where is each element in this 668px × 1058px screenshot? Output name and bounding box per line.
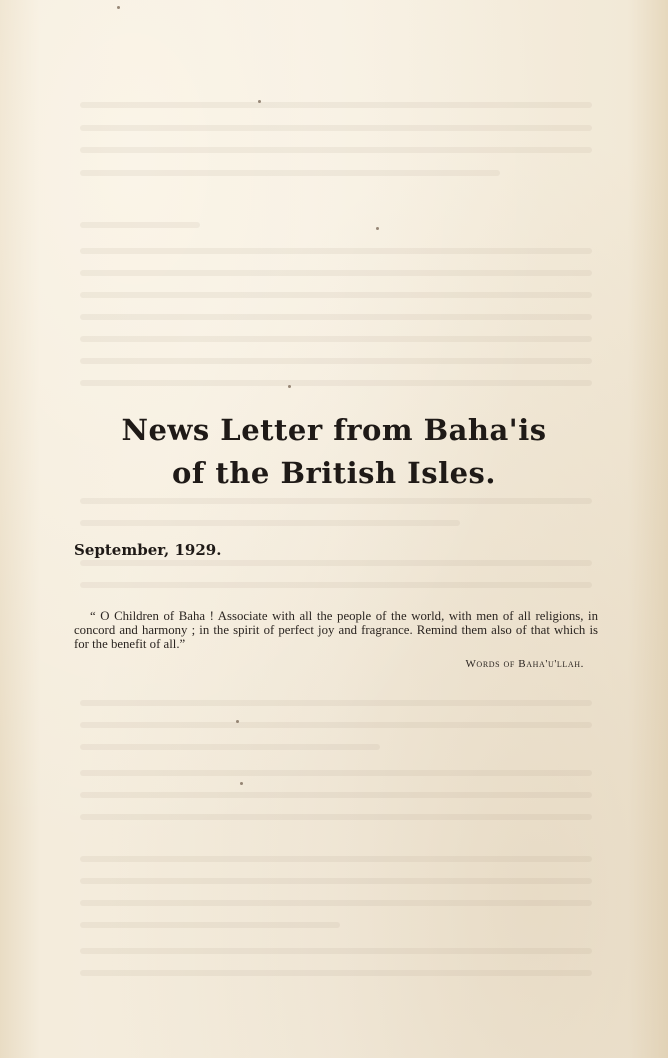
bleed-through-line bbox=[80, 147, 592, 153]
bleed-through-line bbox=[80, 744, 380, 750]
bleed-through-line bbox=[80, 814, 592, 820]
bleed-through-line bbox=[80, 770, 592, 776]
paper-speck bbox=[376, 227, 379, 230]
bleed-through-line bbox=[80, 336, 592, 342]
document-date: September, 1929. bbox=[74, 541, 222, 559]
bleed-through-line bbox=[80, 520, 460, 526]
bleed-through-line bbox=[80, 292, 592, 298]
bleed-through-line bbox=[80, 314, 592, 320]
epigraph-attribution: Words of Baha'u'llah. bbox=[465, 658, 584, 670]
bleed-through-line bbox=[80, 900, 592, 906]
epigraph-quote: “ O Children of Baha ! Associate with all the people of the world, with men of all religions, in concord and harmony ; in the spirit of perfect joy and fragrance. Remind them also of that which is for the benefit of all.” bbox=[74, 609, 598, 651]
bleed-through-line bbox=[80, 948, 592, 954]
paper-speck bbox=[240, 782, 243, 785]
bleed-through-line bbox=[80, 102, 592, 108]
paper-speck bbox=[288, 385, 291, 388]
bleed-through-line bbox=[80, 582, 592, 588]
bleed-through-line bbox=[80, 170, 500, 176]
bleed-through-line bbox=[80, 700, 592, 706]
bleed-through-line bbox=[80, 248, 592, 254]
bleed-through-line bbox=[80, 498, 592, 504]
bleed-through-line bbox=[80, 380, 592, 386]
bleed-through-line bbox=[80, 922, 340, 928]
bleed-through-line bbox=[80, 560, 592, 566]
bleed-through-line bbox=[80, 270, 592, 276]
document-title-line-1: News Letter from Baha'is bbox=[121, 413, 547, 447]
bleed-through-line bbox=[80, 970, 592, 976]
bleed-through-line bbox=[80, 792, 592, 798]
paper-speck bbox=[236, 720, 239, 723]
bleed-through-line bbox=[80, 358, 592, 364]
bleed-through-line bbox=[80, 856, 592, 862]
bleed-through-line bbox=[80, 125, 592, 131]
document-title-line-2: of the British Isles. bbox=[172, 456, 496, 490]
bleed-through-line bbox=[80, 222, 200, 228]
paper-speck bbox=[258, 100, 261, 103]
bleed-through-line bbox=[80, 878, 592, 884]
bleed-through-line bbox=[80, 722, 592, 728]
paper-speck bbox=[117, 6, 120, 9]
